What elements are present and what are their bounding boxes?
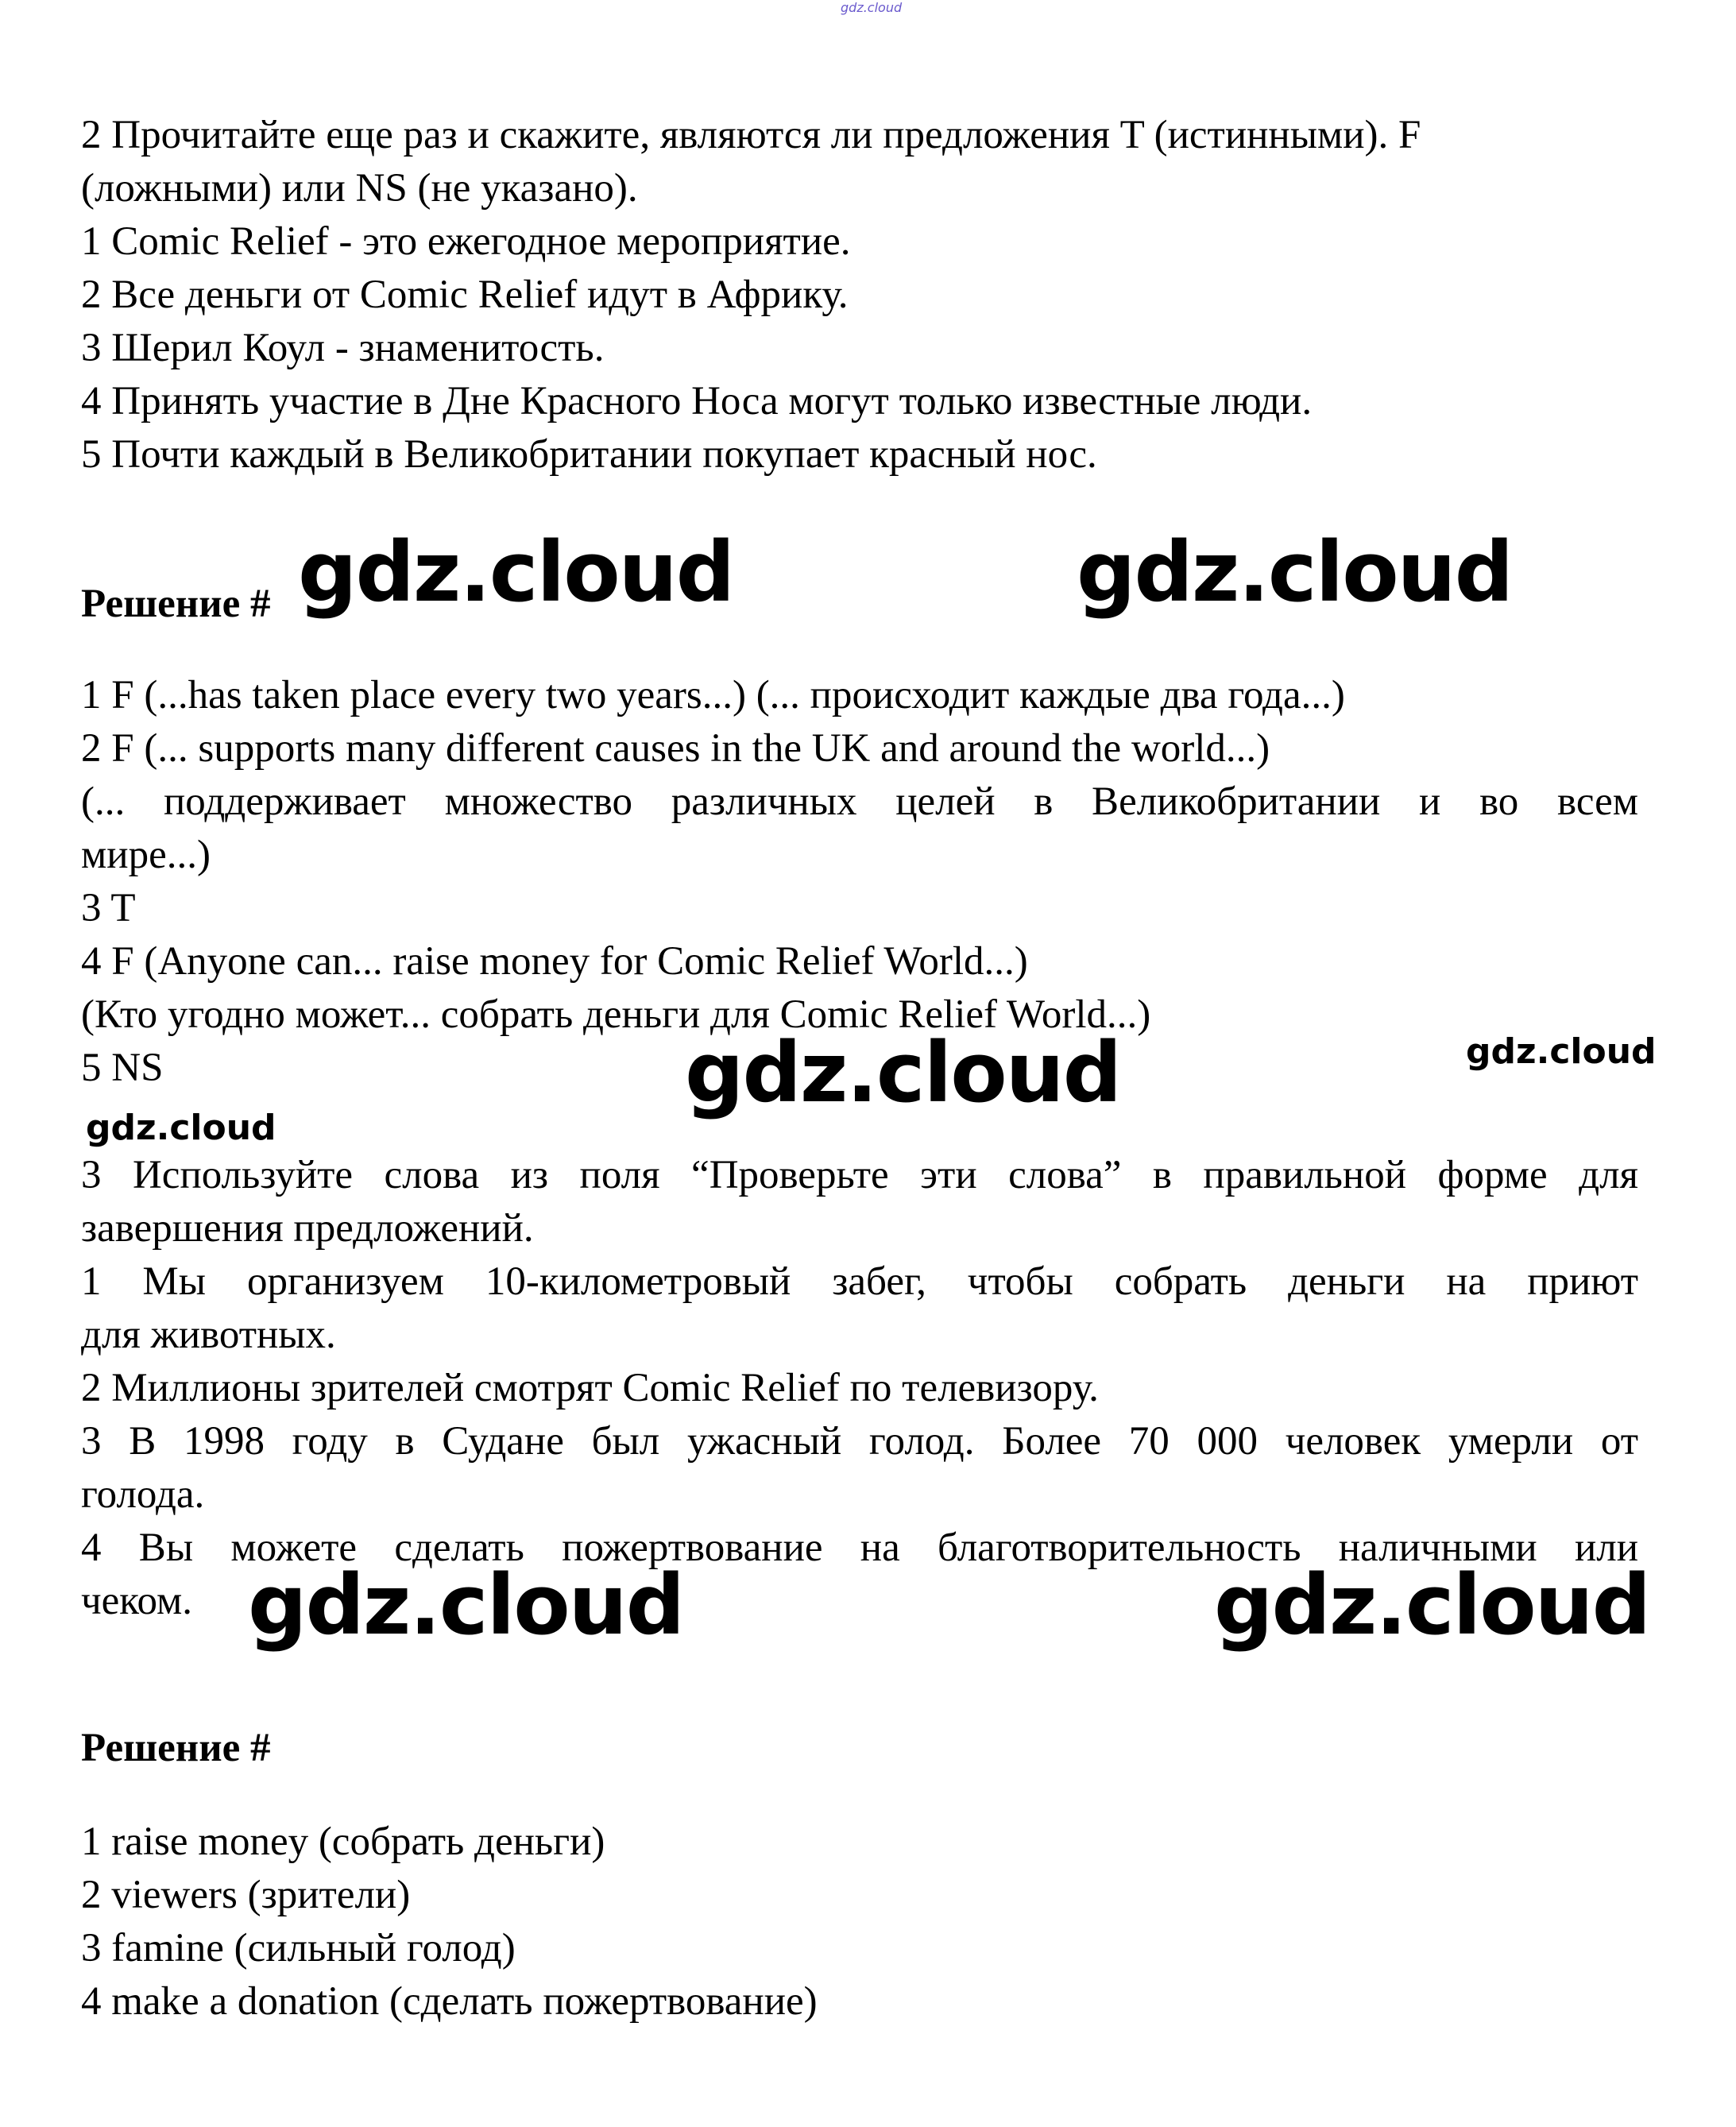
task3-item-3-end: голода.: [81, 1472, 205, 1517]
solution1-answer-2-translation: (... поддерживает множество различных целей в Великобритании и во всем: [81, 779, 1638, 824]
solution1-answer-1: 1 F (...has taken place every two years...) (... происходит каждые два года...): [81, 673, 1345, 717]
solution1-answer-5: 5 NS: [81, 1046, 164, 1090]
solution2-heading: Решение #: [81, 1726, 271, 1770]
top-watermark: gdz.cloud: [841, 0, 903, 15]
solution1-answer-2: 2 F (... supports many different causes in the UK and around the world...): [81, 726, 1270, 771]
solution1-answer-4: 4 F (Anyone can... raise money for Comic Relief World...): [81, 939, 1028, 984]
task3-heading-line2: завершения предложений.: [81, 1206, 534, 1251]
solution2-answer-4: 4 make a donation (сделать пожертвование): [81, 1979, 818, 2024]
task3-heading-line1: 3 Используйте слова из поля “Проверьте эти слова” в правильной форме для: [81, 1153, 1638, 1197]
task2-heading-line2: (ложными) или NS (не указано).: [81, 166, 638, 211]
watermark: gdz.cloud: [1214, 1557, 1650, 1653]
watermark: gdz.cloud: [298, 524, 734, 621]
solution1-answer-2-translation-end: мире...): [81, 833, 211, 877]
watermark: gdz.cloud: [248, 1557, 684, 1653]
solution1-answer-4-translation: (Кто угодно может... собрать деньги для Comic Relief World...): [81, 992, 1151, 1037]
task2-item-5: 5 Почти каждый в Великобритании покупает красный нос.: [81, 432, 1097, 477]
task3-item-1-end: для животных.: [81, 1313, 336, 1357]
task3-item-3: 3 В 1998 году в Судане был ужасный голод. Более 70 000 человек умерли от: [81, 1419, 1638, 1464]
task3-item-1: 1 Мы организуем 10-километровый забег, чтобы собрать деньги на приют: [81, 1259, 1638, 1304]
solution1-heading: Решение #: [81, 582, 271, 626]
solution2-answer-3: 3 famine (сильный голод): [81, 1926, 516, 1970]
task3-item-2: 2 Миллионы зрителей смотрят Comic Relief по телевизору.: [81, 1366, 1099, 1410]
task2-item-4: 4 Принять участие в Дне Красного Носа могут только известные люди.: [81, 379, 1313, 423]
solution1-answer-3: 3 T: [81, 886, 136, 930]
watermark: gdz.cloud: [685, 1024, 1121, 1121]
task3-item-4: 4 Вы можете сделать пожертвование на благотворительность наличными или: [81, 1526, 1638, 1570]
watermark: gdz.cloud: [1466, 1031, 1657, 1072]
task2-item-3: 3 Шерил Коул - знаменитость.: [81, 326, 605, 370]
solution2-answer-2: 2 viewers (зрители): [81, 1873, 411, 1917]
task2-item-1: 1 Comic Relief - это ежегодное мероприятие.: [81, 219, 851, 264]
task2-heading-line1: 2 Прочитайте еще раз и скажите, являются ли предложения T (истинными). F: [81, 113, 1421, 157]
watermark: gdz.cloud: [1077, 524, 1513, 621]
task3-item-4-end: чеком.: [81, 1579, 193, 1623]
task2-item-2: 2 Все деньги от Comic Relief идут в Африку.: [81, 273, 849, 317]
watermark: gdz.cloud: [86, 1108, 276, 1148]
solution2-answer-1: 1 raise money (собрать деньги): [81, 1820, 605, 1864]
